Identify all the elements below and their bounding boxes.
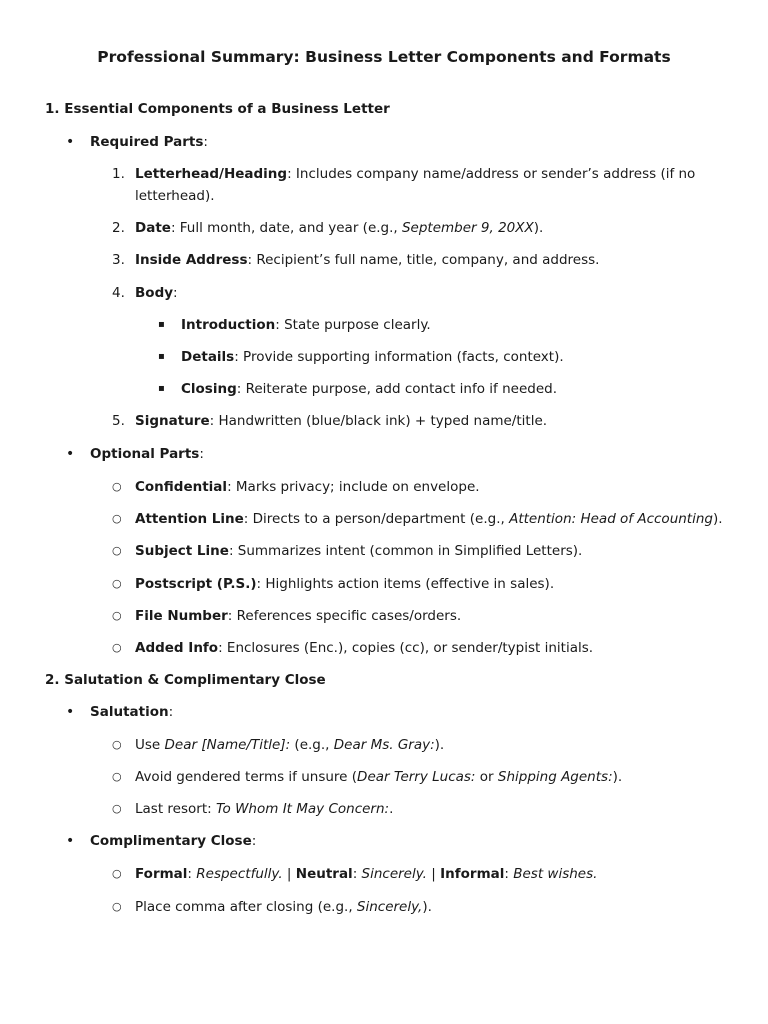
- bullet-circle: ○: [112, 900, 122, 913]
- list-item-last-resort: Last resort: To Whom It May Concern:.: [135, 801, 394, 817]
- list-item-avoid-gendered: Avoid gendered terms if unsure (Dear Terry Lucas: or Shipping Agents:).: [135, 769, 623, 785]
- list-item-close-types: Formal: Respectfully. | Neutral: Sincerely. | Informal: Best wishes.: [135, 866, 598, 882]
- bullet-square: ▪: [158, 383, 165, 394]
- section-heading-1: 1. Essential Components of a Business Letter: [45, 101, 390, 117]
- section-heading-2: 2. Salutation & Complimentary Close: [45, 672, 326, 688]
- list-item-added-info: Added Info: Enclosures (Enc.), copies (cc), or sender/typist initials.: [135, 640, 594, 656]
- bullet-circle: ○: [112, 480, 122, 493]
- list-item-confidential: Confidential: Marks privacy; include on envelope.: [135, 479, 480, 495]
- list-item-file-number: File Number: References specific cases/orders.: [135, 608, 462, 624]
- list-item-attention-line: Attention Line: Directs to a person/department (e.g., Attention: Head of Accounting).: [135, 511, 723, 527]
- list-number: 5.: [112, 413, 125, 429]
- list-item-closing: Closing: Reiterate purpose, add contact info if needed.: [181, 381, 557, 397]
- bullet-disc: •: [66, 446, 75, 462]
- bullet-disc: •: [66, 704, 75, 720]
- list-number: 4.: [112, 285, 125, 301]
- bullet-circle: ○: [112, 609, 122, 622]
- list-item-signature: Signature: Handwritten (blue/black ink) + typed name/title.: [135, 413, 548, 429]
- optional-parts-label: Optional Parts:: [90, 446, 204, 462]
- bullet-circle: ○: [112, 867, 122, 880]
- bullet-circle: ○: [112, 770, 122, 783]
- list-item-introduction: Introduction: State purpose clearly.: [181, 317, 431, 333]
- list-number: 3.: [112, 252, 125, 268]
- bullet-circle: ○: [112, 802, 122, 815]
- list-item-letterhead: Letterhead/Heading: Includes company name/address or sender’s address (if no: [135, 166, 696, 182]
- list-item-inside-address: Inside Address: Recipient’s full name, title, company, and address.: [135, 252, 600, 268]
- list-number: 1.: [112, 166, 125, 182]
- list-item-comma: Place comma after closing (e.g., Sincerely,).: [135, 899, 432, 915]
- list-item-subject-line: Subject Line: Summarizes intent (common in Simplified Letters).: [135, 543, 583, 559]
- bullet-square: ▪: [158, 351, 165, 362]
- complimentary-close-label: Complimentary Close:: [90, 833, 257, 849]
- list-item-body: Body:: [135, 285, 178, 301]
- bullet-disc: •: [66, 833, 75, 849]
- bullet-circle: ○: [112, 738, 122, 751]
- list-item-details: Details: Provide supporting information (facts, context).: [181, 349, 564, 365]
- bullet-disc: •: [66, 134, 75, 150]
- list-number: 2.: [112, 220, 125, 236]
- list-item-letterhead-cont: letterhead).: [135, 188, 215, 204]
- bullet-circle: ○: [112, 641, 122, 654]
- required-parts-label: Required Parts:: [90, 134, 208, 150]
- list-item-use-dear: Use Dear [Name/Title]: (e.g., Dear Ms. Gray:).: [135, 737, 445, 753]
- page-title: Professional Summary: Business Letter Components and Formats: [97, 48, 671, 66]
- list-item-postscript: Postscript (P.S.): Highlights action items (effective in sales).: [135, 576, 555, 592]
- bullet-circle: ○: [112, 544, 122, 557]
- bullet-circle: ○: [112, 577, 122, 590]
- salutation-label: Salutation:: [90, 704, 174, 720]
- list-item-date: Date: Full month, date, and year (e.g., September 9, 20XX).: [135, 220, 544, 236]
- bullet-circle: ○: [112, 512, 122, 525]
- bullet-square: ▪: [158, 319, 165, 330]
